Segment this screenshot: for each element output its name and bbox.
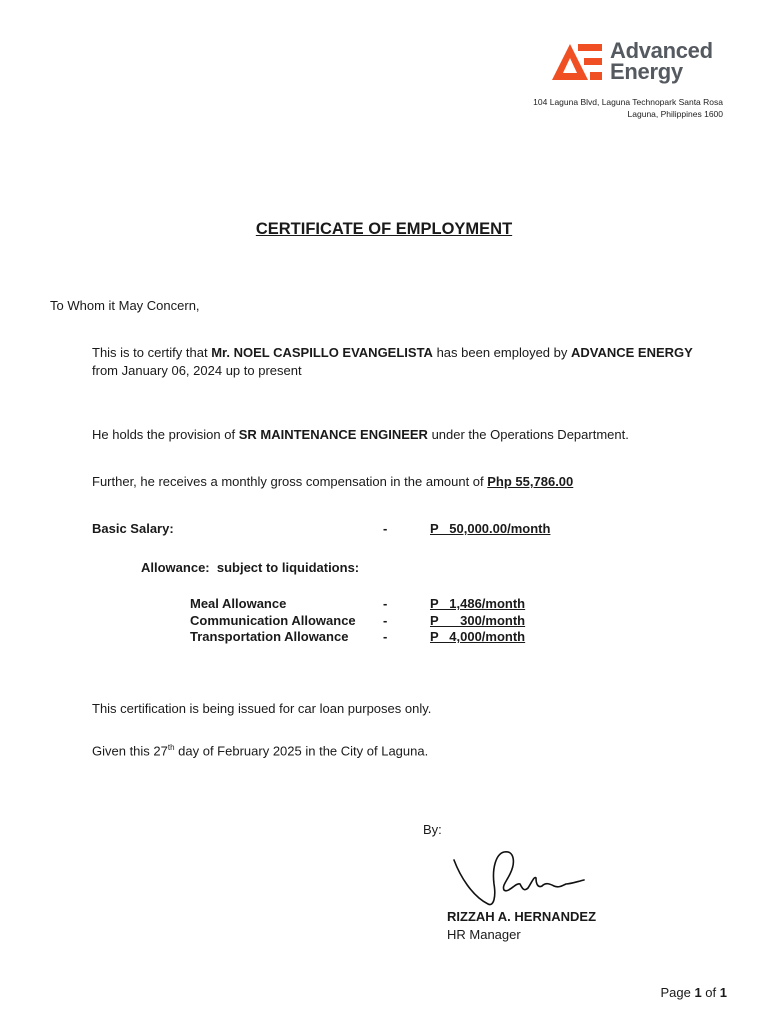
compensation-paragraph [92,474,573,489]
logo-line-1: Advanced [610,38,713,63]
compensation-pre: Further, he receives a monthly gross compensation in the amount of [92,474,488,489]
given-post: day of February 2025 in the City of Laguna. [174,743,429,759]
handwritten-signature [450,846,590,910]
logo-line-2: Energy [610,59,683,84]
meal-allowance-label: Meal Allowance [190,596,287,611]
basic-salary-value: P 50,000.00/month [430,521,551,536]
basic-salary-label: Basic Salary: [92,521,174,536]
certify-paragraph [92,345,693,360]
page-word: Page [660,985,695,1000]
page-total: 1 [719,985,727,1000]
employer-name: ADVANCE ENERGY [571,345,693,360]
position-pre: He holds the provision of [92,427,239,442]
of-word: of [701,985,720,1000]
signatory-name: RIZZAH A. HERNANDEZ [447,909,597,924]
logo-wordmark [610,40,713,82]
transportation-allowance-value: P 4,000/month [430,629,526,644]
position-title: SR MAINTENANCE ENGINEER [238,427,428,442]
purpose-statement: This certification is being issued for car loan purposes only. [92,701,432,716]
meal-allowance-value: P 1,486/month [430,596,526,611]
address-line-1: 104 Laguna Blvd, Laguna Technopark Santa Rosa [533,97,723,107]
by-label: By: [423,822,442,837]
certify-pre: This is to certify that [92,345,212,360]
communication-allowance-dash: - [383,613,388,628]
address-line-2: Laguna, Philippines 1600 [627,109,723,119]
given-pre: Given this 27 [92,743,168,759]
position-post: under the Operations Department. [427,427,629,442]
salutation: To Whom it May Concern, [50,298,200,313]
allowance-heading: Allowance: subject to liquidations: [141,560,360,575]
basic-salary-dash: - [383,521,388,536]
advanced-energy-logo-icon [552,42,606,82]
document-title: CERTIFICATE OF EMPLOYMENT [255,220,513,238]
page-indicator [660,985,727,1000]
page-number: 1 [694,985,702,1000]
communication-allowance-value: P 300/month [430,613,526,628]
communication-allowance-label: Communication Allowance [190,613,356,628]
signatory-title: HR Manager [447,927,521,942]
given-ordinal: th [167,743,175,752]
transportation-allowance-label: Transportation Allowance [190,629,349,644]
employee-name: Mr. NOEL CASPILLO EVANGELISTA [211,345,433,360]
given-statement [92,743,428,758]
certify-mid: has been employed by [432,345,571,360]
employment-period: from January 06, 2024 up to present [92,363,302,378]
transportation-allowance-dash: - [383,629,388,644]
meal-allowance-dash: - [383,596,388,611]
compensation-amount: Php 55,786.00 [487,474,574,489]
position-paragraph [92,427,629,442]
company-logo [552,40,732,84]
